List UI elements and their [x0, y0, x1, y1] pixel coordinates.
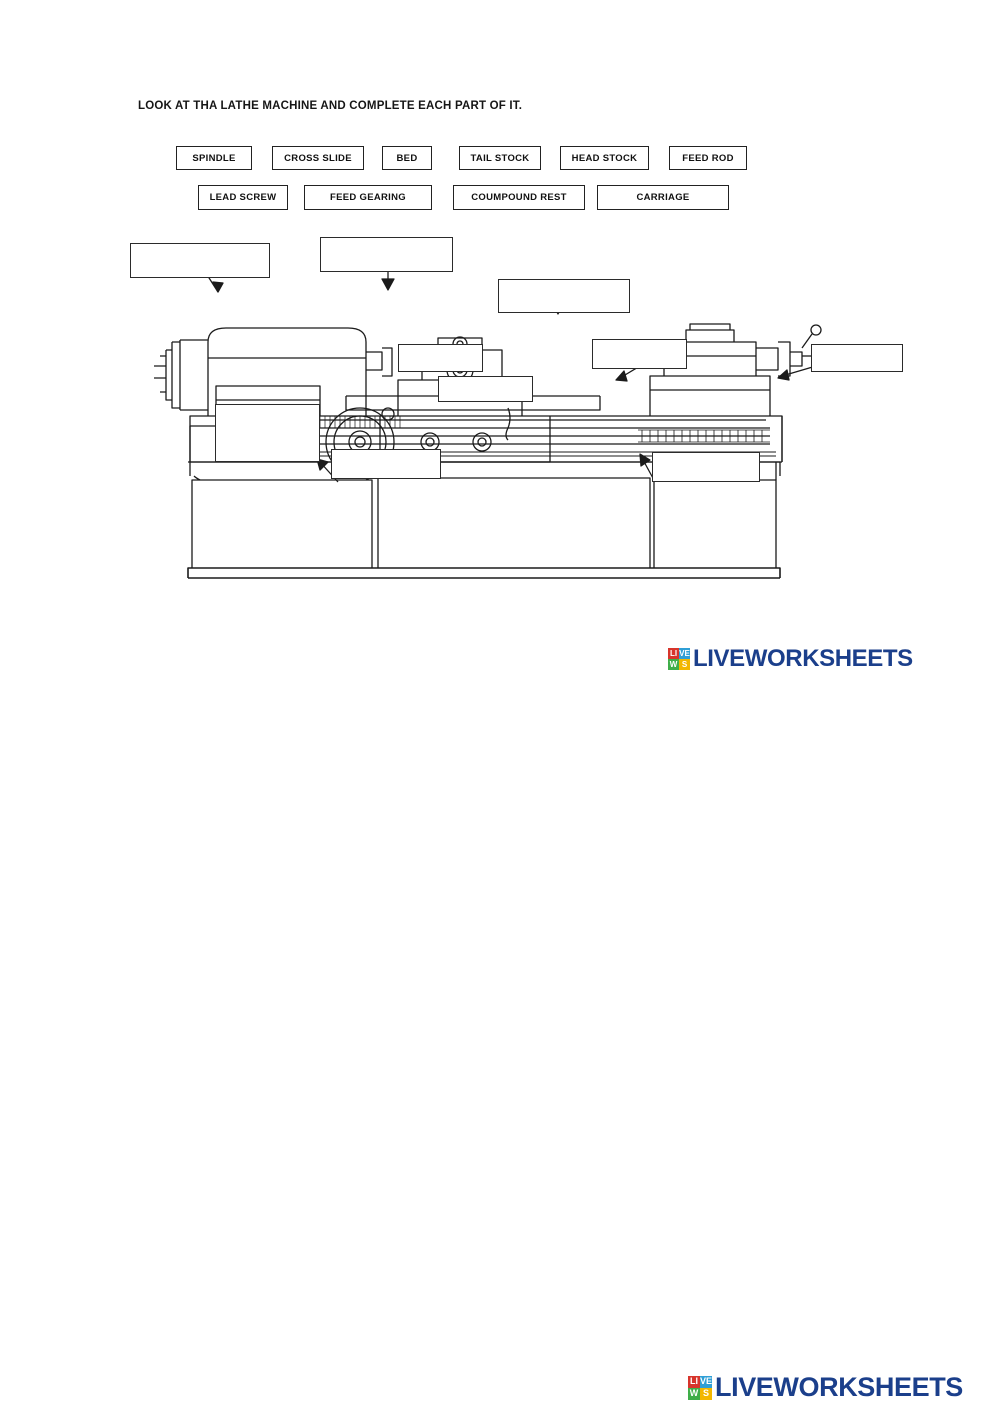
cube-letter-w: W — [669, 659, 678, 669]
word-chip-coumpound-rest[interactable]: COUMPOUND REST — [453, 185, 585, 210]
word-chip-cross-slide[interactable]: CROSS SLIDE — [272, 146, 364, 170]
answer-blank-bottom-right[interactable] — [652, 452, 760, 482]
word-chip-carriage[interactable]: CARRIAGE — [597, 185, 729, 210]
word-chip-feed-gearing[interactable]: FEED GEARING — [304, 185, 432, 210]
liveworksheets-logo-bottom — [688, 1372, 963, 1403]
liveworksheets-logo-middle — [668, 645, 913, 673]
liveworksheets-wordmark: LIVEWORKSHEETS — [693, 645, 913, 672]
answer-blank-mid-right[interactable] — [592, 339, 687, 369]
answer-blank-left-body[interactable] — [215, 404, 320, 462]
cube-letter-s: S — [679, 659, 690, 670]
word-chip-lead-screw[interactable]: LEAD SCREW — [198, 185, 288, 210]
answer-blank-mid-left[interactable] — [398, 344, 483, 372]
word-chip-bed[interactable]: BED — [382, 146, 432, 170]
cube-letter-li-bottom: LI — [689, 1376, 698, 1386]
answer-blank-mid-center[interactable] — [438, 376, 533, 402]
liveworksheets-cube-icon — [668, 648, 690, 670]
answer-blank-top-right[interactable] — [498, 279, 630, 313]
answer-blank-top-left[interactable] — [130, 243, 270, 278]
cube-letter-w-bottom: W — [689, 1388, 699, 1398]
cube-letter-ve: VE — [679, 648, 690, 658]
word-chip-tail-stock[interactable]: TAIL STOCK — [459, 146, 541, 170]
word-chip-feed-rod[interactable]: FEED ROD — [669, 146, 747, 170]
cube-letter-s-bottom: S — [700, 1388, 712, 1400]
liveworksheets-cube-icon-bottom — [688, 1376, 712, 1400]
answer-blank-bottom-left[interactable] — [331, 449, 441, 479]
answer-blank-right-edge[interactable] — [811, 344, 903, 372]
instruction-text: LOOK AT THA LATHE MACHINE AND COMPLETE EACH PART OF IT. — [138, 100, 523, 112]
answer-blank-top-mid[interactable] — [320, 237, 453, 272]
cube-letter-ve-bottom: VE — [699, 1376, 712, 1386]
cube-letter-li: LI — [669, 648, 678, 658]
word-chip-head-stock[interactable]: HEAD STOCK — [560, 146, 649, 170]
liveworksheets-wordmark-bottom: LIVEWORKSHEETS — [715, 1372, 963, 1402]
word-chip-spindle[interactable]: SPINDLE — [176, 146, 252, 170]
